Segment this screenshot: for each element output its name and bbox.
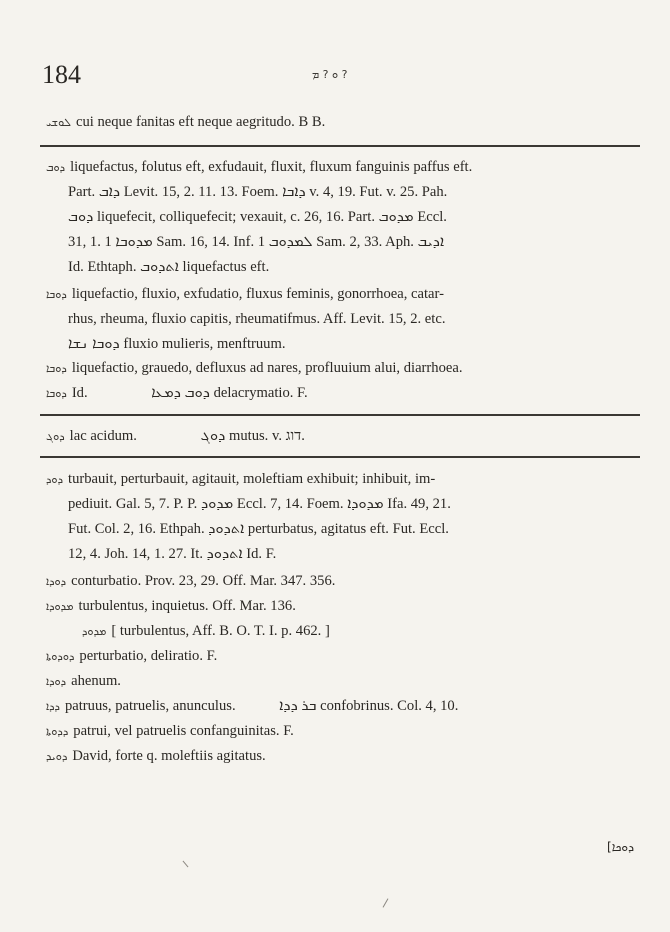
entry-3-text: liquefactio, fluxio, exfudatio, fluxus feminis, gonorrhoea, catar-: [71, 286, 444, 302]
entry-2: [46, 155, 640, 280]
entry-14: [46, 719, 640, 744]
running-head: ܘ ? ܡ ?: [312, 68, 348, 81]
entry-3-line-2: ܕܘܒܐ ܢܫܐ fluxio mulieris, menftruum.: [68, 336, 286, 352]
entry-11-syriac: ܕܘܕܘܬܐ: [46, 650, 75, 663]
entry-7-line-3: 12, 4. Joh. 14, 1. 27. It. ܐܬܕܘܕ Id. F.: [68, 546, 277, 562]
entry-10-syriac: ܡܕܘܕ: [82, 625, 107, 638]
entry-2-line-3: 31, 1. ܡܕܘܒܐ 1 Sam. 16, 14. Inf. ܠܡܕܘܒ 1 Sam. 2, 33. Aph. ܐܕܝܒ: [68, 234, 445, 250]
entry-6-text: lac acidum.: [69, 428, 137, 444]
entry-1-text: cui neque fanitas eft neque aegritudo. B B.: [75, 114, 326, 130]
entry-14-syriac: ܕܕܘܬܐ: [46, 725, 69, 738]
page-number: 184: [42, 60, 81, 89]
entry-5-extra: ܕܘܒ ܕܡܥܐ delacrymatio. F.: [151, 385, 308, 401]
entry-2-line-1: Part. ܕܐܒ Levit. 15, 2. 11. 13. Foem. ܕܐܒܐ v. 4, 19. Fut. v. 25. Pah.: [68, 184, 448, 200]
page-header: [42, 60, 630, 100]
entry-1: [46, 110, 640, 135]
section-rule-3: [40, 456, 640, 458]
entry-5-syriac: ܕܘܒܐ: [46, 387, 67, 400]
entry-11-text: perturbatio, deliratio. F.: [79, 648, 218, 664]
entry-3: [46, 282, 640, 357]
entry-7: [46, 467, 640, 567]
entry-11: [46, 644, 640, 669]
entry-9-text: turbulentus, inquietus. Off. Mar. 136.: [78, 598, 296, 614]
entry-5: [46, 381, 640, 406]
entry-4-syriac: ܕܘܒܐ: [46, 362, 67, 375]
entry-12-text: ahenum.: [71, 673, 121, 689]
entry-14-text: patrui, vel patruelis confanguinitas. F.: [73, 723, 294, 739]
entry-3-syriac: ܕܘܒܐ: [46, 288, 67, 301]
entry-4: [46, 356, 640, 381]
entry-6-extra: ܕܘܓ mutus. v. דוג.: [200, 428, 305, 444]
page-speck-1: [183, 861, 189, 868]
entry-7-line-1: pediuit. Gal. 5, 7. P. P. ܡܕܘܕ Eccl. 7, 14. Foem. ܡܕܘܕܐ Ifa. 49, 21.: [68, 496, 451, 512]
entry-9: [46, 594, 640, 619]
entry-13-syriac: ܕܕܐ: [46, 700, 60, 713]
entry-3-line-1: rhus, rheuma, fluxio capitis, rheumatifmus. Aff. Levit. 15, 2. etc.: [68, 311, 446, 327]
entry-6: [46, 424, 640, 449]
entry-7-text: turbauit, perturbauit, agitauit, moleftiam exhibuit; inhibuit, im-: [68, 471, 436, 487]
entry-15-syriac: ܕܘܝܕ: [46, 750, 68, 763]
entry-7-syriac: ܕܘܕ: [46, 473, 64, 486]
catchword: [ܕܘܟܐ: [607, 840, 634, 854]
section-rule-1: [40, 145, 640, 147]
entry-2-syriac: ܕܘܒ: [46, 161, 66, 174]
entry-10-text: [ turbulentus, Aff. B. O. T. I. p. 462. ]: [111, 623, 330, 639]
entry-15: [46, 744, 640, 769]
entry-13-extra: ܒܪ ܕܕܐ confobrinus. Col. 4, 10.: [279, 698, 459, 714]
entry-1-syriac: ܠܘܫܝ: [46, 116, 71, 129]
entry-8-text: conturbatio. Prov. 23, 29. Off. Mar. 347. 356.: [71, 573, 336, 589]
entry-2-text: liquefactus, folutus eft, exfudauit, fluxit, fluxum fanguinis paffus eft.: [70, 159, 473, 175]
entry-12: [46, 669, 640, 694]
entry-8-syriac: ܕܘܕܐ: [46, 575, 67, 588]
entry-9-syriac: ܡܕܘܕܐ: [46, 600, 74, 613]
entry-10: [82, 619, 640, 644]
entry-5-text: Id.: [71, 385, 88, 401]
entry-2-line-4: Id. Ethtaph. ܐܬܕܘܒ liquefactus eft.: [68, 259, 270, 275]
entry-8: [46, 569, 640, 594]
entry-13-text: patruus, patruelis, anunculus.: [64, 698, 236, 714]
entry-12-syriac: ܕܘܕܐ: [46, 675, 67, 688]
page-speck-2: [383, 898, 389, 907]
entry-7-line-2: Fut. Col. 2, 16. Ethpah. ܐܬܕܘܕ perturbatus, agitatus eft. Fut. Eccl.: [68, 521, 449, 537]
entry-13: [46, 694, 640, 719]
entry-15-text: David, forte q. moleftiis agitatus.: [72, 748, 266, 764]
entry-6-syriac: ܕܘܓ: [46, 430, 65, 443]
entry-2-line-2: ܕܘܒ liquefecit, colliquefecit; vexauit, c. 26, 16. Part. ܡܕܘܒ Eccl.: [68, 209, 447, 225]
entry-4-text: liquefactio, grauedo, defluxus ad nares, profluuium alui, diarrhoea.: [71, 360, 463, 376]
section-rule-2: [40, 414, 640, 416]
